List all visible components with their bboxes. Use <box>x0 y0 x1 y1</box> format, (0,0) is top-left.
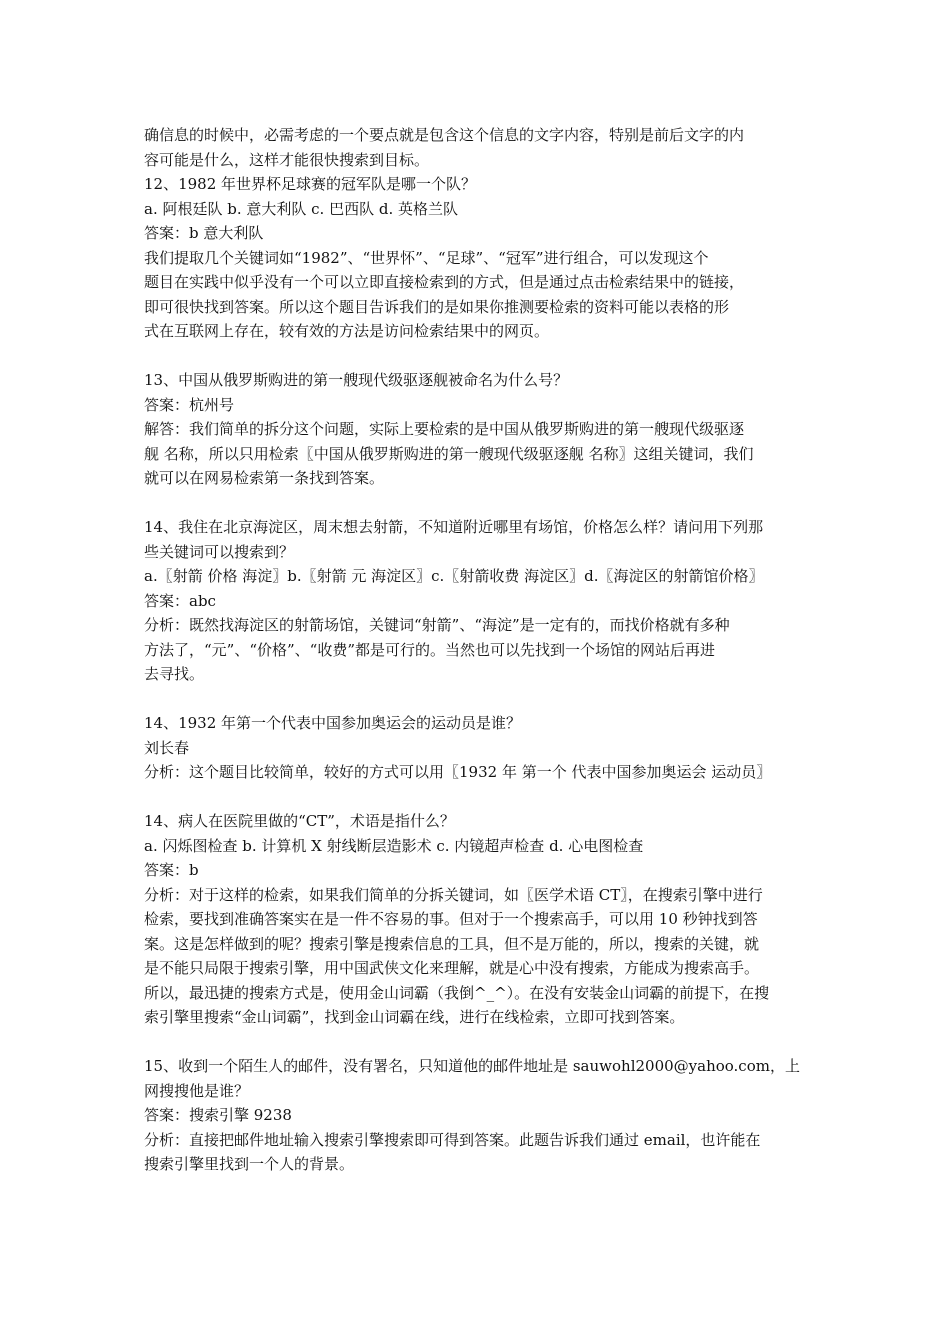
question-15 <box>144 1054 810 1177</box>
text-line: 确信息的时候中，必需考虑的一个要点就是包含这个信息的文字内容，特别是前后文字的内 <box>144 126 745 144</box>
analysis-line: 舰 名称，所以只用检索〖中国从俄罗斯购进的第一艘现代级驱逐舰 名称〗这组关键词，我们 <box>144 444 754 463</box>
question-text: 14、1932 年第一个代表中国参加奥运会的运动员是谁？ <box>144 714 522 732</box>
answer-text: 刘长春 <box>144 738 190 757</box>
analysis-line: 方法了，“元”、“价格”、“收费”都是可行的。当然也可以先找到一个场馆的网站后再进 <box>144 640 716 659</box>
options-text: a. 阿根廷队 b. 意大利队 c. 巴西队 d. 英格兰队 <box>144 199 458 218</box>
intro-paragraph <box>144 123 810 172</box>
analysis-line: 分析：既然找海淀区的射箭场馆，关键词“射箭”、“海淀”是一定有的，而找价格就有多种 <box>144 616 730 634</box>
paragraph-gap <box>144 687 810 712</box>
question-text: 14、病人在医院里做的“CT”，术语是指什么？ <box>144 812 455 830</box>
analysis-line: 解答：我们简单的拆分这个问题，实际上要检索的是中国从俄罗斯购进的第一艘现代级驱逐 <box>144 420 745 438</box>
analysis-line: 所以，最迅捷的搜索方式是，使用金山词霸（我倒^_^）。在没有安装金山词霸的前提下，在搜 <box>144 983 770 1002</box>
analysis-line: 分析：这个题目比较简单，较好的方式可以用〖1932 年 第一个 代表中国参加奥运会 运动员〗 <box>144 763 772 781</box>
options-text: a. 闪烁图检查 b. 计算机 X 射线断层造影术 c. 内镜超声检查 d. 心电图检查 <box>144 836 644 855</box>
paragraph-gap <box>144 785 810 810</box>
text-line: 容可能是什么，这样才能很快搜索到目标。 <box>144 150 430 169</box>
question-text: 12、1982 年世界杯足球赛的冠军队是哪一个队？ <box>144 175 477 193</box>
analysis-line: 是不能只局限于搜索引擎，用中国武侠文化来理解，就是心中没有搜索，方能成为搜索高手。 <box>144 959 760 977</box>
question-14-olympics <box>144 711 810 785</box>
question-text: 15、收到一个陌生人的邮件，没有署名，只知道他的邮件地址是 sauwohl2000@yahoo.com，上 <box>144 1057 800 1075</box>
question-text: 13、中国从俄罗斯购进的第一艘现代级驱逐舰被命名为什么号？ <box>144 371 569 389</box>
analysis-line: 索引擎里搜索“金山词霸”，找到金山词霸在线，进行在线检索，立即可找到答案。 <box>144 1008 685 1026</box>
paragraph-gap <box>144 344 810 369</box>
analysis-line: 搜索引擎里找到一个人的背景。 <box>144 1155 355 1173</box>
document-body <box>144 123 810 1177</box>
answer-text: 答案：杭州号 <box>144 395 235 414</box>
answer-text: 答案：b 意大利队 <box>144 224 264 242</box>
analysis-line: 分析：直接把邮件地址输入搜索引擎搜索即可得到答案。此题告诉我们通过 email，也许能在 <box>144 1130 761 1149</box>
question-text: 14、我住在北京海淀区，周末想去射箭，不知道附近哪里有场馆，价格怎么样？请问用下列那 <box>144 518 764 536</box>
question-text: 些关键词可以搜索到？ <box>144 542 295 561</box>
analysis-line: 检索，要找到准确答案实在是一件不容易的事。但对于一个搜索高手，可以用 10 秒钟找到答 <box>144 910 758 928</box>
question-12 <box>144 172 810 344</box>
question-14-ct <box>144 809 810 1030</box>
analysis-line: 我们提取几个关键词如“1982”、“世界怀”、“足球”、“冠军”进行组合，可以发现这个 <box>144 248 709 267</box>
answer-text: 答案：搜索引擎 9238 <box>144 1106 292 1124</box>
answer-text: 答案：b <box>144 861 199 879</box>
options-text: a.〖射箭 价格 海淀〗b.〖射箭 元 海淀区〗c.〖射箭收费 海淀区〗d.〖海淀区的射箭馆价格〗 <box>144 567 764 585</box>
question-14-archery <box>144 515 810 687</box>
analysis-line: 即可很快找到答案。所以这个题目告诉我们的是如果你推测要检索的资料可能以表格的形 <box>144 297 730 316</box>
question-13 <box>144 368 810 491</box>
analysis-line: 式在互联网上存在，较有效的方法是访问检索结果中的网页。 <box>144 322 550 340</box>
question-text: 网搜搜他是谁？ <box>144 1081 250 1100</box>
analysis-line: 分析：对于这样的检索，如果我们简单的分拆关键词，如〖医学术语 CT〗，在搜索引擎中进行 <box>144 885 763 904</box>
analysis-line: 去寻找。 <box>144 665 205 683</box>
analysis-line: 题目在实践中似乎没有一个可以立即直接检索到的方式，但是通过点击检索结果中的链接， <box>144 273 745 291</box>
answer-text: 答案：abc <box>144 591 216 610</box>
paragraph-gap <box>144 491 810 516</box>
paragraph-gap <box>144 1030 810 1055</box>
analysis-line: 案。这是怎样做到的呢？搜索引擎是搜索信息的工具，但不是万能的，所以，搜索的关键，就 <box>144 934 760 953</box>
analysis-line: 就可以在网易检索第一条找到答案。 <box>144 469 385 487</box>
